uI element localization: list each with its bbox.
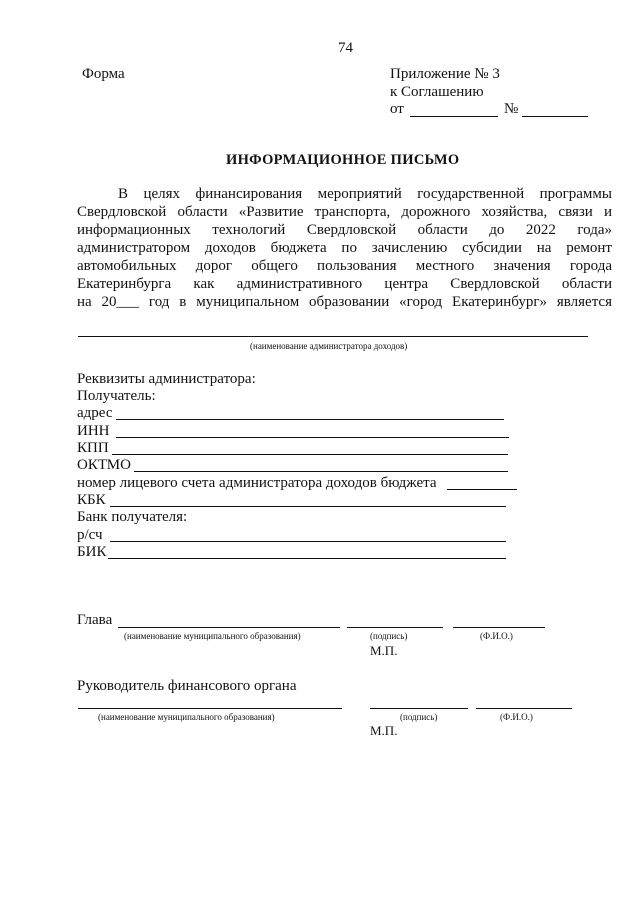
admin-name-line bbox=[78, 336, 588, 337]
head-fio-line bbox=[453, 627, 545, 628]
page-number: 74 bbox=[338, 40, 353, 56]
body-line: администратором доходов бюджета по зачислению субсидии на ремонт bbox=[77, 240, 612, 256]
settlement-account-line bbox=[110, 541, 506, 542]
appendix-date-label: от bbox=[390, 101, 404, 117]
oktmo-label: ОКТМО bbox=[77, 457, 131, 473]
address-label: адрес bbox=[77, 405, 113, 421]
body-line: Екатеринбурга как административного центра Свердловской области bbox=[77, 276, 612, 292]
appendix-reference: к Соглашению bbox=[390, 84, 484, 100]
head-stamp: М.П. bbox=[370, 643, 398, 658]
finance-signature-caption: (подпись) bbox=[400, 712, 438, 722]
finance-municipality-caption: (наименование муниципального образования) bbox=[98, 712, 275, 722]
finance-signature-line bbox=[370, 708, 468, 709]
inn-label: ИНН bbox=[77, 423, 110, 439]
oktmo-line bbox=[134, 471, 508, 472]
kpp-label: КПП bbox=[77, 440, 109, 456]
finance-fio-caption: (Ф.И.О.) bbox=[500, 712, 533, 722]
head-fio-caption: (Ф.И.О.) bbox=[480, 631, 513, 641]
kbk-line bbox=[110, 506, 506, 507]
account-number-line bbox=[447, 489, 517, 490]
inn-line bbox=[116, 437, 509, 438]
head-signature-caption: (подпись) bbox=[370, 631, 408, 641]
kbk-label: КБК bbox=[77, 492, 106, 508]
form-label: Форма bbox=[82, 66, 125, 82]
head-label: Глава bbox=[77, 612, 113, 628]
appendix-date-line bbox=[410, 116, 498, 117]
head-municipality-line bbox=[118, 627, 340, 628]
recipient-label: Получатель: bbox=[77, 388, 156, 404]
finance-municipality-line bbox=[78, 708, 342, 709]
bik-label: БИК bbox=[77, 544, 107, 560]
body-line: на 20___ год в муниципальном образовании «город Екатеринбург» является bbox=[77, 294, 612, 310]
head-municipality-caption: (наименование муниципального образования) bbox=[124, 631, 301, 641]
appendix-title: Приложение № 3 bbox=[390, 66, 500, 82]
kpp-line bbox=[112, 454, 508, 455]
finance-fio-line bbox=[476, 708, 572, 709]
finance-head-label: Руководитель финансового органа bbox=[77, 678, 297, 694]
document-title: ИНФОРМАЦИОННОЕ ПИСЬМО bbox=[226, 152, 460, 168]
body-line: автомобильных дорог общего пользования местного значения города bbox=[77, 258, 612, 274]
bank-label: Банк получателя: bbox=[77, 509, 188, 525]
address-line bbox=[116, 419, 504, 420]
settlement-account-label: р/сч bbox=[77, 527, 103, 543]
body-line: информационных технологий Свердловской области до 2022 года» bbox=[77, 222, 612, 238]
finance-stamp: М.П. bbox=[370, 723, 398, 738]
requisites-heading: Реквизиты администратора: bbox=[77, 371, 256, 387]
body-line: В целях финансирования мероприятий государственной программы bbox=[118, 186, 612, 202]
head-signature-line bbox=[347, 627, 443, 628]
appendix-number-label: № bbox=[504, 101, 519, 117]
appendix-number-line bbox=[522, 116, 588, 117]
admin-name-caption: (наименование администратора доходов) bbox=[250, 341, 408, 351]
body-line: Свердловской области «Развитие транспорта, дорожного хозяйства, связи и bbox=[77, 204, 612, 220]
account-number-label: номер лицевого счета администратора доходов бюджета bbox=[77, 475, 437, 491]
bik-line bbox=[108, 558, 506, 559]
